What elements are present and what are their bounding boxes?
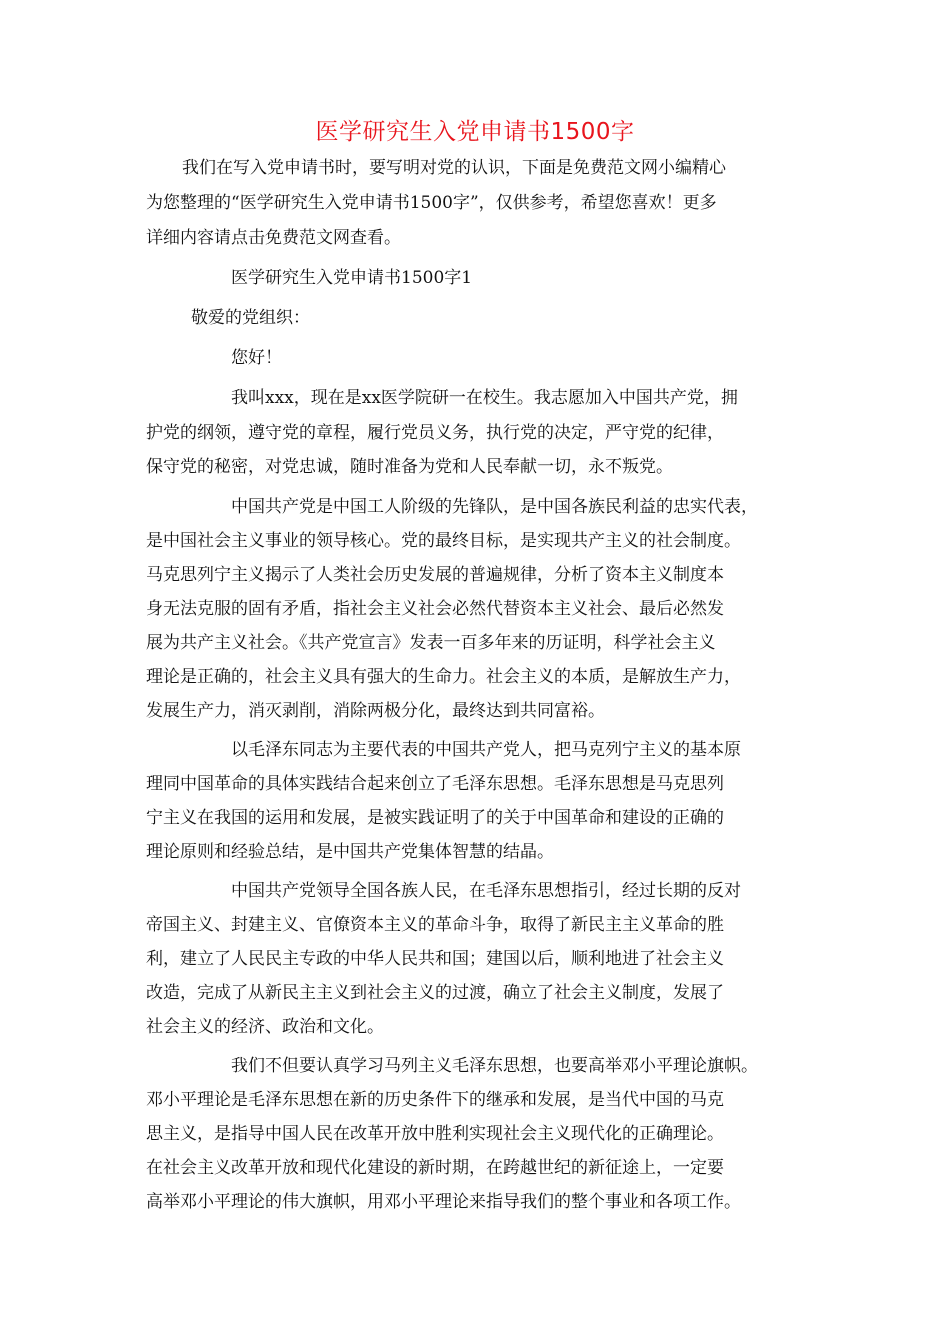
paragraph-line: 以毛泽东同志为主要代表的中国共产党人，把马克列宁主义的基本原	[231, 740, 741, 760]
paragraph-line: 思主义，是指导中国人民在改革开放中胜利实现社会主义现代化的正确理论。	[146, 1124, 724, 1144]
paragraph-line: 帝国主义、封建主义、官僚资本主义的革命斗争，取得了新民主主义革命的胜	[146, 915, 724, 935]
paragraph-line: 高举邓小平理论的伟大旗帜，用邓小平理论来指导我们的整个事业和各项工作。	[146, 1192, 741, 1212]
paragraph-line: 我叫xxx，现在是xx医学院研一在校生。我志愿加入中国共产党，拥	[231, 388, 738, 408]
greeting: 您好！	[231, 348, 282, 368]
paragraph-line: 宁主义在我国的运用和发展，是被实践证明了的关于中国革命和建设的正确的	[146, 808, 724, 828]
intro-line: 详细内容请点击免费范文网查看。	[146, 228, 401, 248]
paragraph-line: 中国共产党是中国工人阶级的先锋队，是中国各族民利益的忠实代表，	[231, 497, 758, 517]
paragraph-line: 保守党的秘密，对党忠诚，随时准备为党和人民奉献一切，永不叛党。	[146, 457, 673, 477]
paragraph-line: 理论是正确的，社会主义具有强大的生命力。社会主义的本质，是解放生产力，	[146, 667, 741, 687]
paragraph-line: 理同中国革命的具体实践结合起来创立了毛泽东思想。毛泽东思想是马克思列	[146, 774, 724, 794]
paragraph-line: 社会主义的经济、政治和文化。	[146, 1017, 384, 1037]
paragraph-line: 改造，完成了从新民主主义到社会主义的过渡，确立了社会主义制度，发展了	[146, 983, 724, 1003]
paragraph-line: 身无法克服的固有矛盾，指社会主义社会必然代替资本主义社会、最后必然发	[146, 599, 724, 619]
paragraph-line: 中国共产党领导全国各族人民，在毛泽东思想指引，经过长期的反对	[231, 881, 741, 901]
paragraph-line: 护党的纲领，遵守党的章程，履行党员义务，执行党的决定，严守党的纪律，	[146, 423, 724, 443]
document-title: 医学研究生入党申请书1500字	[315, 119, 635, 145]
paragraph-line: 发展生产力，消灭剥削，消除两极分化，最终达到共同富裕。	[146, 701, 605, 721]
paragraph-line: 是中国社会主义事业的领导核心。党的最终目标，是实现共产主义的社会制度。	[146, 531, 741, 551]
paragraph-line: 在社会主义改革开放和现代化建设的新时期，在跨越世纪的新征途上，一定要	[146, 1158, 724, 1178]
paragraph-line: 利，建立了人民民主专政的中华人民共和国；建国以后，顺利地进了社会主义	[146, 949, 724, 969]
salutation: 敬爱的党组织：	[191, 308, 310, 328]
paragraph-line: 邓小平理论是毛泽东思想在新的历史条件下的继承和发展，是当代中国的马克	[146, 1090, 724, 1110]
intro-line: 我们在写入党申请书时，要写明对党的认识，下面是免费范文网小编精心	[182, 158, 726, 178]
section-subtitle: 医学研究生入党申请书1500字1	[231, 268, 473, 288]
paragraph-line: 马克思列宁主义揭示了人类社会历史发展的普遍规律，分析了资本主义制度本	[146, 565, 724, 585]
paragraph-line: 展为共产主义社会。《共产党宣言》发表一百多年来的历证明，科学社会主义	[146, 633, 716, 653]
intro-line: 为您整理的“医学研究生入党申请书1500字”，仅供参考，希望您喜欢！更多	[146, 193, 717, 213]
paragraph-line: 理论原则和经验总结，是中国共产党集体智慧的结晶。	[146, 842, 554, 862]
paragraph-line: 我们不但要认真学习马列主义毛泽东思想，也要高举邓小平理论旗帜。	[231, 1056, 758, 1076]
